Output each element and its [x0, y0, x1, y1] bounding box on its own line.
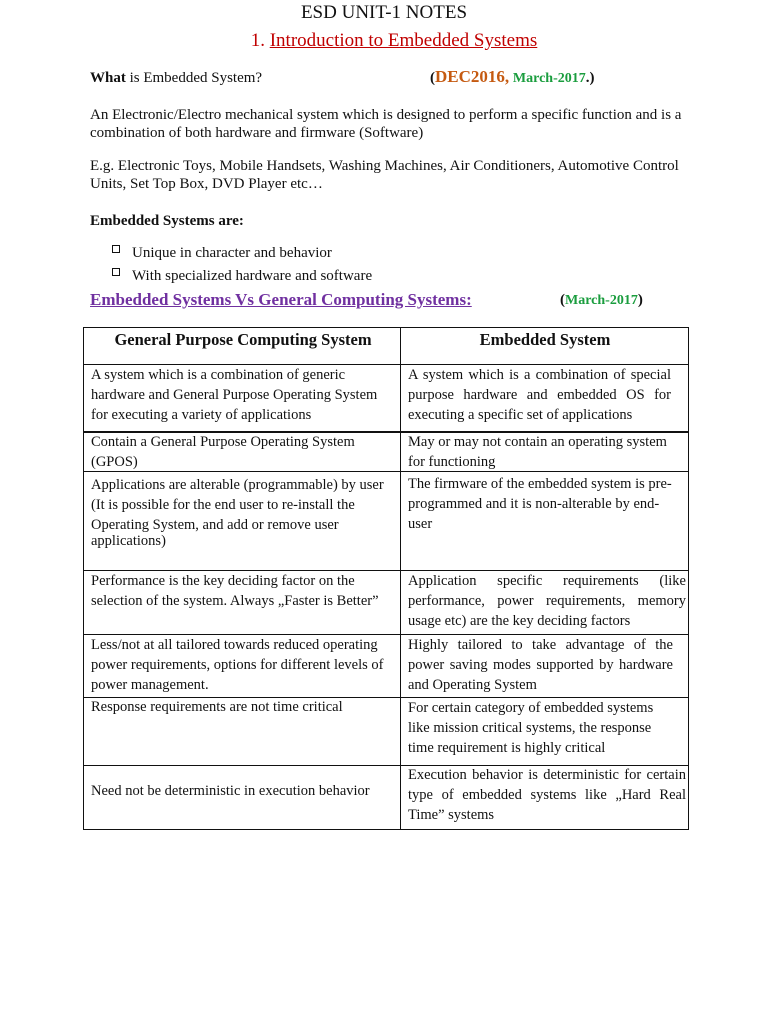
table-cell-gp-4: Performance is the key deciding factor on the selection of the system. Always „Faster is Better”: [91, 573, 379, 609]
question-prefix: What: [90, 70, 126, 86]
tag-close: ): [637, 292, 643, 308]
comparison-title: Embedded Systems Vs General Computing Systems:: [90, 290, 472, 309]
embedded-systems-are-heading: Embedded Systems are:: [90, 213, 244, 229]
cell-text-continued: Operating System, and add or remove user: [91, 517, 339, 533]
tag-open: (: [560, 292, 565, 308]
bullet-text: Unique in character and behavior: [132, 245, 332, 261]
exam-tag-comparison: [560, 292, 643, 309]
square-bullet-icon: [112, 245, 120, 253]
question-rest: is Embedded System?: [125, 70, 263, 86]
tag-close: .): [585, 70, 595, 86]
table-cell-es-3: The firmware of the embedded system is pre-programmed and it is non-alterable by end-user: [408, 476, 672, 532]
table-cell-es-5: Highly tailored to take advantage of the power saving modes supported by hardware and Operating System: [408, 637, 673, 693]
tag-march2017: March-2017: [512, 71, 586, 86]
square-bullet-icon: [112, 268, 120, 276]
table-cell-es-4: Application specific requirements (like performance, power requirements, memory usage etc) are the key deciding factors: [408, 573, 686, 629]
table-cell-gp-7: Need not be deterministic in execution behavior: [91, 783, 370, 799]
table-cell-es-6: For certain category of embedded systems like mission critical systems, the response time requirement is highly critical: [408, 700, 654, 756]
definition-paragraph: An Electronic/Electro mechanical system which is designed to perform a specific function and is a combination of both hardware and firmware (Software): [90, 107, 682, 141]
table-cell-gp-3: [91, 475, 395, 548]
table-cell-gp-2: Contain a General Purpose Operating System (GPOS): [91, 434, 355, 470]
section-number: 1.: [250, 30, 265, 51]
tag-dec2016: DEC2016,: [435, 67, 510, 86]
section-heading: [0, 30, 768, 52]
cell-text-continued: applications): [91, 533, 166, 549]
header-embedded: Embedded System: [479, 330, 611, 349]
table-cell-es-1: A system which is a combination of special purpose hardware and embedded OS for executing a specific set of applications: [408, 367, 671, 423]
bullet-item: [112, 268, 372, 285]
bullet-text: With specialized hardware and software: [132, 268, 373, 284]
tag-open: (: [430, 70, 435, 86]
table-cell-es-7: Execution behavior is deterministic for certain type of embedded systems like „Hard Real Time” systems: [408, 767, 686, 823]
section-title: Introduction to Embedded Systems: [269, 30, 538, 51]
table-cell-es-2: May or may not contain an operating system for functioning: [408, 434, 667, 470]
comparison-table: [83, 327, 689, 830]
table-cell-gp-6: Response requirements are not time critical: [91, 699, 343, 715]
definition-question: [90, 70, 262, 87]
table-cell-gp-5: Less/not at all tailored towards reduced operating power requirements, options for different levels of power management.: [91, 637, 384, 693]
exam-tag-definition: [430, 67, 595, 87]
tag-march2017: March-2017: [565, 293, 638, 308]
examples-paragraph: E.g. Electronic Toys, Mobile Handsets, Washing Machines, Air Conditioners, Automotive Control Units, Set Top Box, DVD Player etc…: [90, 158, 679, 192]
header-gpcs: General Purpose Computing System: [114, 330, 372, 349]
doc-title: ESD UNIT-1 NOTES: [300, 2, 468, 23]
bullet-item: [112, 245, 332, 262]
table-cell-gp-1: A system which is a combination of generic hardware and General Purpose Operating System for executing a variety of applications: [91, 367, 378, 423]
cell-text: Applications are alterable (programmable) by user (It is possible for the end user to re-install the: [91, 477, 384, 513]
